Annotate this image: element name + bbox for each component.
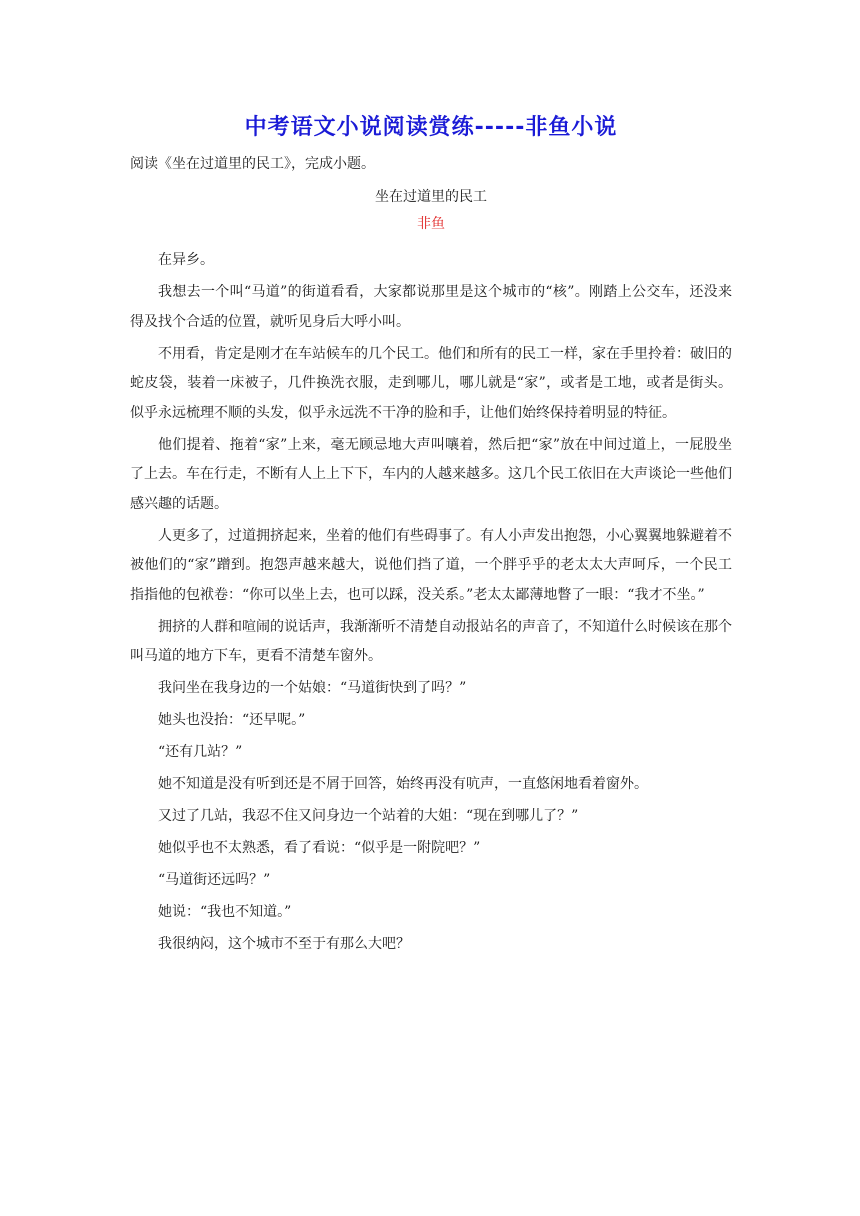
author-name: 非鱼 [417,216,445,232]
paragraph: 他们提着、拖着“家”上来，毫无顾忌地大声叫嚷着，然后把“家”放在中间过道上，一屁股坐了上去。车在行走，不断有人上上下下，车内的人越来越多。这几个民工依旧在大声谈论一些他们感兴趣的话题。 [130,436,732,512]
paragraph: “马道街还远吗？” [158,872,271,888]
paragraph: 在异乡。 [158,252,214,268]
paragraph: 我想去一个叫“马道”的街道看看，大家都说那里是这个城市的“核”。刚踏上公交车，还没来得及找个合适的位置，就听见身后大呼小叫。 [130,284,732,330]
main-title: 中考语文小说阅读赏练-----非鱼小说 [244,115,618,140]
paragraph: 她不知道是没有听到还是不屑于回答，始终再没有吭声，一直悠闲地看着窗外。 [158,776,648,792]
paragraph: 我问坐在我身边的一个姑娘：“马道街快到了吗？” [158,680,467,696]
paragraph: 人更多了，过道拥挤起来，坐着的他们有些碍事了。有人小声发出抱怨，小心翼翼地躲避着不被他们的“家”蹭到。抱怨声越来越大，说他们挡了道，一个胖乎乎的老太太大声呵斥，一个民工指指他的包袱卷：“你可以坐上去，也可以踩，没关系。”老太太鄙薄地瞥了一眼：“我才不坐。” [130,527,732,603]
paragraph: 她似乎也不太熟悉，看了看说：“似乎是一附院吧？” [158,840,481,856]
paragraph: 拥挤的人群和喧闹的说话声，我渐渐听不清楚自动报站名的声音了，不知道什么时候该在那个叫马道的地方下车，更看不清楚车窗外。 [130,618,732,664]
paragraph: 不用看，肯定是刚才在车站候车的几个民工。他们和所有的民工一样，家在手里拎着：破旧的蛇皮袋，装着一床被子，几件换洗衣服，走到哪儿，哪儿就是“家”，或者是工地，或者是街头。似乎永远梳理不顺的头发，似乎永远洗不干净的脸和手，让他们始终保持着明显的特征。 [130,345,732,421]
paragraph: 她头也没抬：“还早呢。” [158,712,306,728]
story-title: 坐在过道里的民工 [375,189,487,205]
paragraph: 我很纳闷，这个城市不至于有那么大吧？ [158,936,410,952]
document-page [130,108,732,962]
paragraph: 又过了几站，我忍不住又问身边一个站着的大姐：“现在到哪儿了？” [158,808,579,824]
paragraph: “还有几站？” [158,744,243,760]
instruction-text: 阅读《坐在过道里的民工》，完成小题。 [130,156,375,172]
story-body [130,246,732,960]
paragraph: 她说：“我也不知道。” [158,904,292,920]
